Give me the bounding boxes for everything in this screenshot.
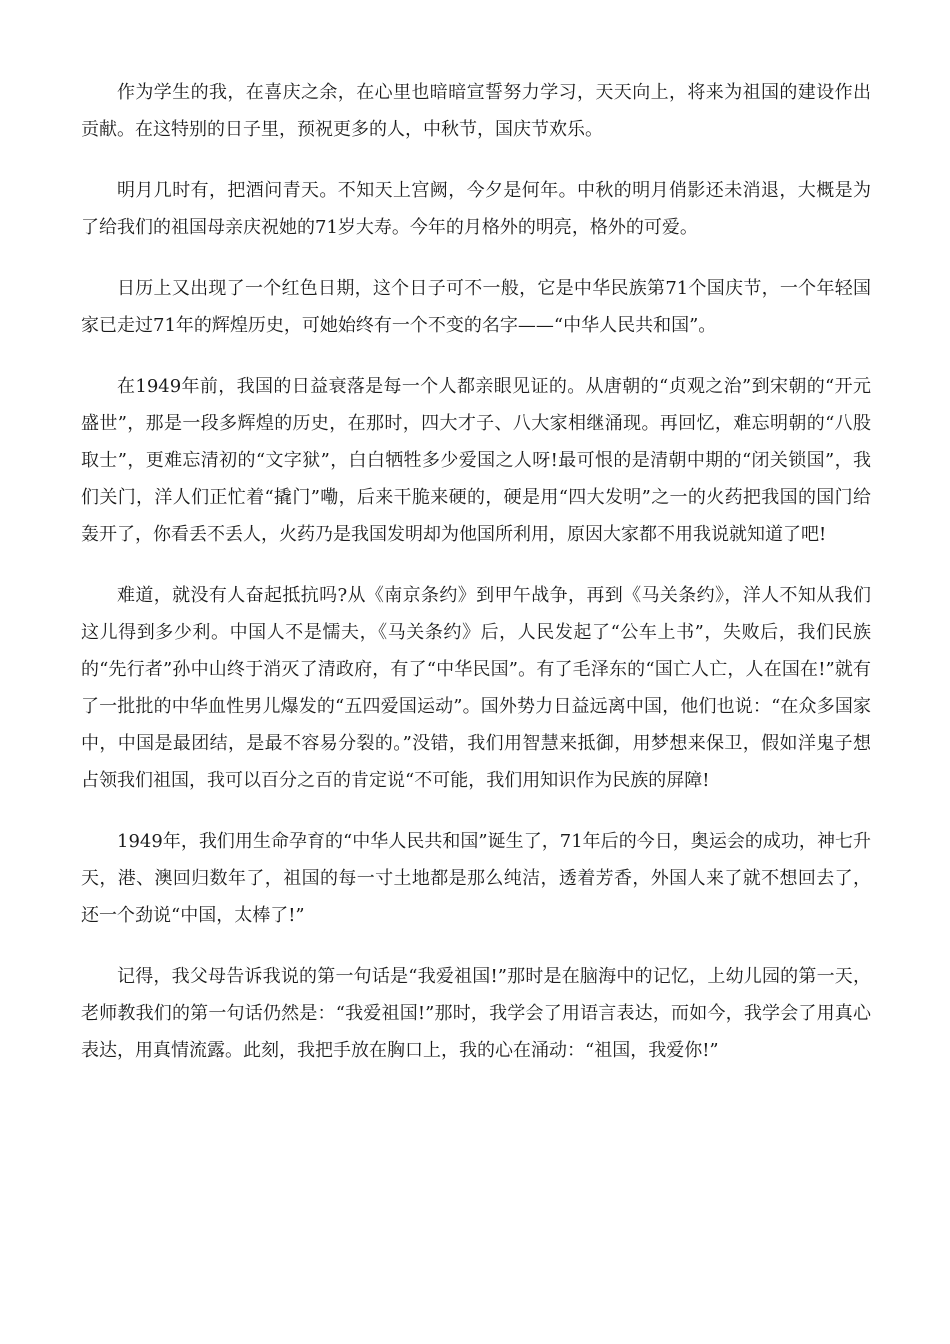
paragraph-3: 日历上又出现了一个红色日期，这个日子可不一般，它是中华民族第71个国庆节，一个年轻国家已走过71年的辉煌历史，可她始终有一个不变的名字——“中华人民共和国”。 bbox=[81, 278, 871, 336]
paragraph-1: 作为学生的我，在喜庆之余，在心里也暗暗宣誓努力学习，天天向上，将来为祖国的建设作出贡献。在这特别的日子里，预祝更多的人，中秋节，国庆节欢乐。 bbox=[81, 82, 871, 140]
paragraph-6: 1949年，我们用生命孕育的“中华人民共和国”诞生了，71年后的今日，奥运会的成功，神七升天，港、澳回归数年了，祖国的每一寸土地都是那么纯洁，透着芳香，外国人来了就不想回去了，还一个劲说“中国，太棒了!” bbox=[81, 831, 871, 926]
paragraph-7: 记得，我父母告诉我说的第一句话是“我爱祖国!”那时是在脑海中的记忆，上幼儿园的第一天，老师教我们的第一句话仍然是：“我爱祖国!”那时，我学会了用语言表达，而如今，我学会了用真心表达，用真情流露。此刻，我把手放在胸口上，我的心在涌动：“祖国，我爱你!” bbox=[81, 966, 871, 1061]
paragraph-2: 明月几时有，把酒问青天。不知天上宫阙，今夕是何年。中秋的明月俏影还未消退，大概是为了给我们的祖国母亲庆祝她的71岁大寿。今年的月格外的明亮，格外的可爱。 bbox=[81, 180, 871, 238]
article-body bbox=[81, 74, 871, 1093]
paragraph-4: 在1949年前，我国的日益衰落是每一个人都亲眼见证的。从唐朝的“贞观之治”到宋朝的“开元盛世”，那是一段多辉煌的历史，在那时，四大才子、八大家相继涌现。再回忆，难忘明朝的“八股取士”，更难忘清初的“文字狱”，白白牺牲多少爱国之人呀!最可恨的是清朝中期的“闭关锁国”，我们关门，洋人们正忙着“撬门”嘞，后来干脆来硬的，硬是用“四大发明”之一的火药把我国的国门给轰开了，你看丢不丢人，火药乃是我国发明却为他国所利用，原因大家都不用我说就知道了吧! bbox=[81, 376, 871, 545]
paragraph-5: 难道，就没有人奋起抵抗吗?从《南京条约》到甲午战争，再到《马关条约》，洋人不知从我们这儿得到多少利。中国人不是懦夫，《马关条约》后，人民发起了“公车上书”，失败后，我们民族的“先行者”孙中山终于消灭了清政府，有了“中华民国”。有了毛泽东的“国亡人亡，人在国在!”就有了一批批的中华血性男儿爆发的“五四爱国运动”。国外势力日益远离中国，他们也说：“在众多国家中，中国是最团结，是最不容易分裂的。”没错，我们用智慧来抵御，用梦想来保卫，假如洋鬼子想占领我们祖国，我可以百分之百的肯定说“不可能，我们用知识作为民族的屏障! bbox=[81, 585, 871, 791]
